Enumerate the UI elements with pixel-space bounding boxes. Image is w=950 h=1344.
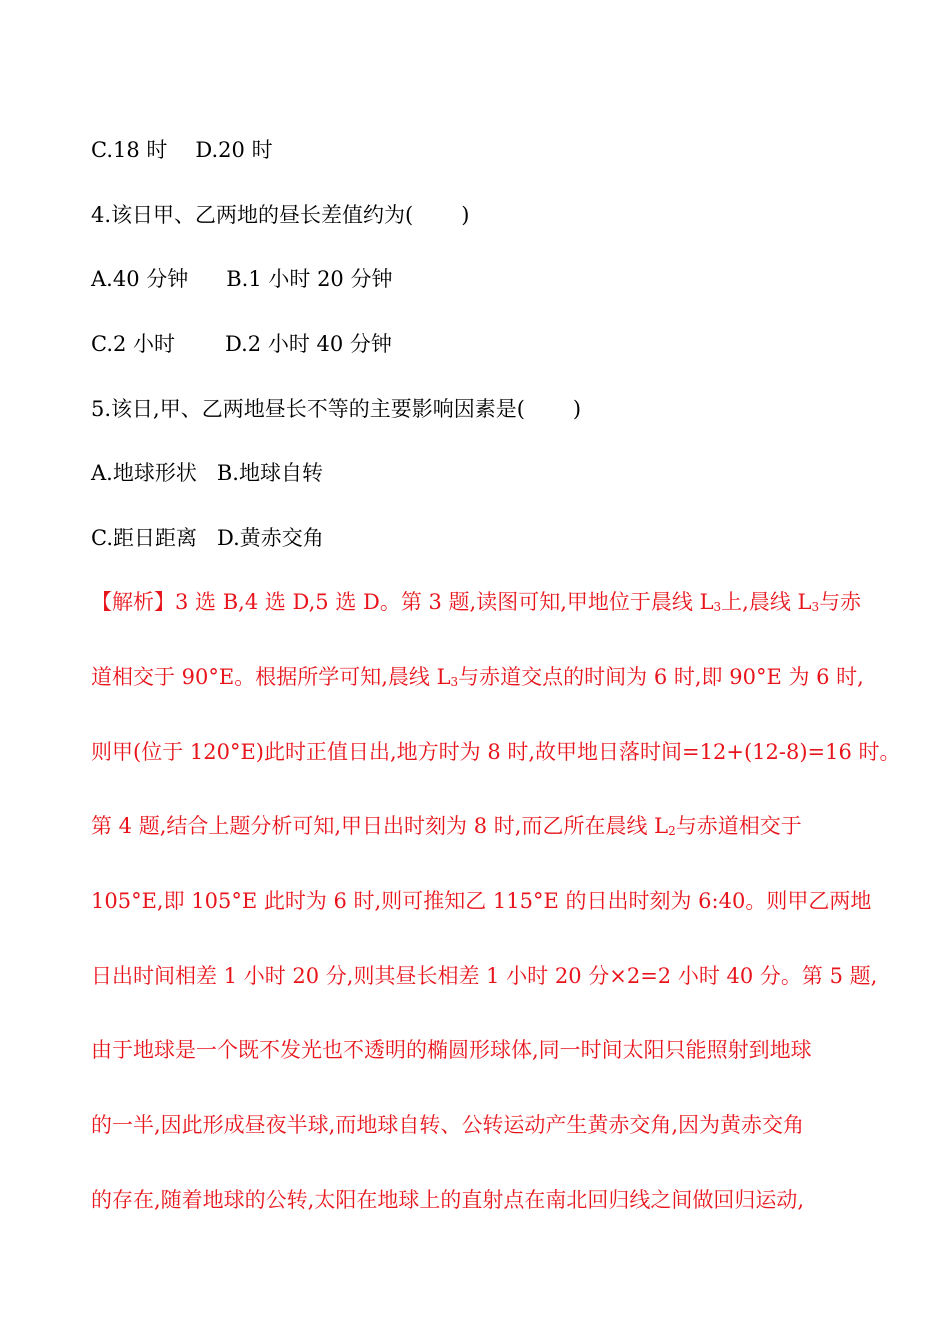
subscript-3: 3	[811, 600, 820, 614]
q5-stem	[91, 395, 581, 423]
q4-option-b: B.1 小时 20 分钟	[226, 267, 393, 291]
analysis-row-1: 【解析】3 选 B,4 选 D,5 选 D。第 3 题,读图可知,甲地位于晨线 $L_3$上,晨线 $L_3$与赤	[91, 590, 862, 614]
analysis-row-3: 则甲(位于 120°E)此时正值日出,地方时为 8 时,故甲地日落时间=12+(12-8)=16 时。	[91, 740, 901, 764]
q5-stem-text: 5.该日,甲、乙两地昼长不等的主要影响因素是(	[91, 397, 525, 421]
q3-option-d: D.20 时	[195, 138, 273, 162]
q3-options-cd	[91, 136, 273, 164]
q4-paren-close: )	[461, 203, 470, 227]
q5-options-cd	[91, 524, 324, 552]
analysis-row-9: 的存在,随着地球的公转,太阳在地球上的直射点在南北回归线之间做回归运动,	[91, 1188, 805, 1212]
q5-option-c: C.距日距离	[91, 526, 197, 550]
q4-option-a: A.40 分钟	[91, 267, 189, 291]
subscript-3: 3	[450, 675, 459, 689]
analysis-row-7: 由于地球是一个既不发光也不透明的椭圆形球体,同一时间太阳只能照射到地球	[91, 1038, 812, 1062]
analysis-row-8: 的一半,因此形成昼夜半球,而地球自转、公转运动产生黄赤交角,因为黄赤交角	[91, 1113, 805, 1137]
q5-option-a: A.地球形状	[91, 461, 197, 485]
analysis-row-4: 第 4 题,结合上题分析可知,甲日出时刻为 8 时,而乙所在晨线 $L_2$与赤道相交于	[91, 814, 802, 838]
q3-option-c: C.18 时	[91, 138, 168, 162]
subscript-3: 3	[713, 600, 722, 614]
q5-option-b: B.地球自转	[216, 461, 323, 485]
q4-stem	[91, 201, 469, 229]
q4-options-cd	[91, 330, 392, 358]
subscript-2: 2	[668, 824, 676, 838]
q4-options-ab	[91, 265, 392, 293]
q4-stem-text: 4.该日甲、乙两地的昼长差值约为(	[91, 203, 414, 227]
analysis-row-2: 道相交于 90°E。根据所学可知,晨线 $L_3$与赤道交点的时间为 6 时,即 90°E 为 6 时,	[91, 665, 864, 689]
q5-paren-close: )	[572, 397, 582, 421]
analysis-row-5: 105°E,即 105°E 此时为 6 时,则可推知乙 115°E 的日出时刻为 6:40。则甲乙两地	[91, 889, 872, 913]
analysis-row-6: 日出时间相差 1 小时 20 分,则其昼长相差 1 小时 20 分×2=2 小时 40 分。第 5 题,	[91, 964, 878, 988]
q5-options-ab	[91, 459, 323, 487]
q4-option-d: D.2 小时 40 分钟	[225, 332, 392, 356]
q5-option-d: D.黄赤交角	[217, 526, 324, 550]
q4-option-c: C.2 小时	[91, 332, 176, 356]
